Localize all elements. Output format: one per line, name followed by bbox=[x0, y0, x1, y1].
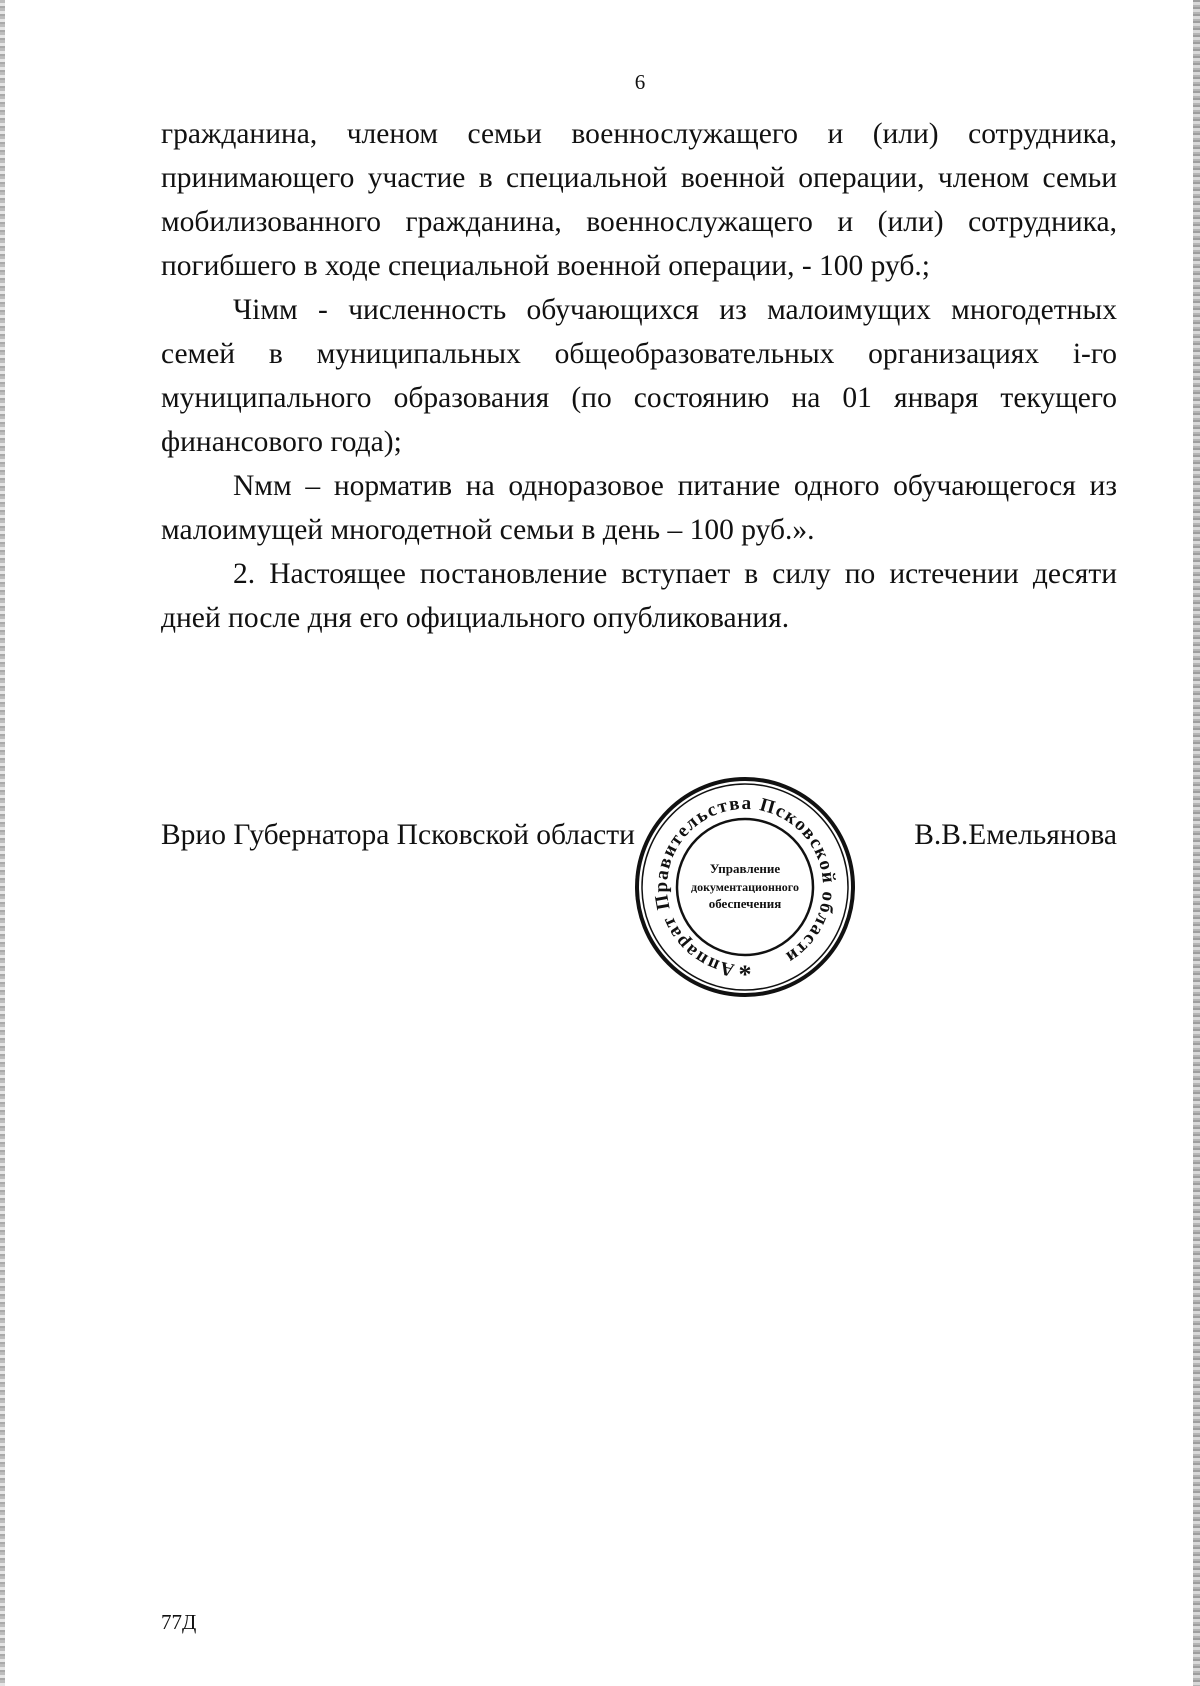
seal-inner-line-3: обеспечения bbox=[708, 896, 782, 911]
seal-graphic bbox=[633, 775, 857, 999]
document-body bbox=[161, 112, 1117, 640]
paragraph-chimm-definition: Чiмм - численность обучающихся из малоимущих многодетных семей в муниципальных общеобразовательных организациях i-го муниципального образования (по состоянию на 01 января текущего финансового года); bbox=[161, 294, 1117, 458]
page-number: 6 bbox=[634, 70, 646, 94]
signer-name: В.В.Емельянова bbox=[914, 819, 1117, 851]
seal-inner-line-1: Управление bbox=[709, 861, 781, 876]
paragraph-nmm-definition: Nмм – норматив на одноразовое питание одного обучающегося из малоимущей многодетной семьи в день – 100 руб.». bbox=[161, 470, 1117, 546]
seal-outer-text: Аппарат Правительства Псковской области bbox=[650, 792, 840, 981]
footer-code: 77Д bbox=[161, 1610, 197, 1634]
official-seal bbox=[633, 775, 857, 999]
paragraph-continuation: гражданина, членом семьи военнослужащего и (или) сотрудника, принимающего участие в специальной военной операции, членом семьи мобилизованного гражданина, военнослужащего и (или) сотрудника, погибшего в ходе специальной военной операции, - 100 руб.; bbox=[161, 118, 1117, 282]
paragraph-effective-date: 2. Настоящее постановление вступает в силу по истечении десяти дней после дня его официального опубликования. bbox=[161, 558, 1117, 634]
signer-title: Врио Губернатора Псковской области bbox=[161, 819, 635, 851]
scan-edge-left bbox=[0, 0, 5, 1686]
scan-edge-right bbox=[1193, 0, 1200, 1686]
seal-inner-line-2: документационного bbox=[691, 880, 799, 894]
seal-star-icon: * bbox=[738, 960, 752, 989]
